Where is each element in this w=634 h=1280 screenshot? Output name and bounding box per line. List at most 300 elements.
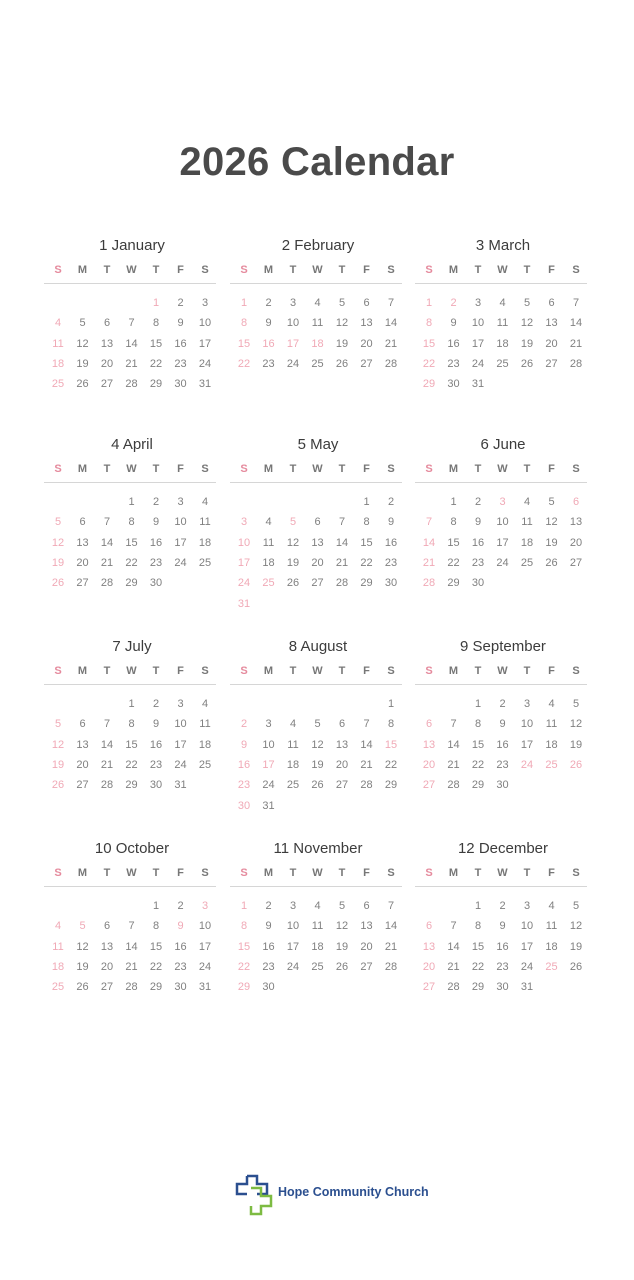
calendar-day: 20 [311, 556, 324, 569]
calendar-day: 11 [311, 317, 324, 330]
weekday-label: F [177, 463, 184, 475]
calendar-day: 3 [240, 516, 248, 529]
calendar-day: 1 [128, 496, 135, 508]
calendar-day: 31 [174, 779, 187, 792]
calendar-day: 4 [314, 297, 321, 309]
calendar-day: 30 [471, 577, 485, 590]
weekday-label: F [363, 665, 370, 677]
weekday-label: F [548, 867, 555, 879]
calendar-day: 30 [149, 779, 163, 792]
weekday-label: T [338, 264, 346, 276]
weekday-label: S [54, 264, 62, 276]
calendar-day: 16 [174, 337, 187, 350]
weekday-label: S [201, 463, 209, 475]
calendar-day: 1 [450, 496, 457, 508]
calendar-day: 14 [447, 738, 460, 751]
calendar-day: 15 [384, 738, 398, 751]
weekday-label: W [312, 665, 323, 677]
calendar-day: 18 [286, 758, 300, 771]
calendar-day: 15 [422, 337, 436, 350]
calendar-day: 3 [201, 900, 209, 912]
calendar-day: 4 [201, 496, 209, 508]
calendar-day: 30 [496, 779, 509, 792]
calendar-day: 22 [149, 357, 163, 370]
calendar-day: 6 [363, 900, 370, 912]
calendar-day: 26 [569, 758, 583, 771]
calendar-day: 24 [520, 960, 534, 973]
weekday-label: T [103, 264, 111, 276]
weekday-label: S [425, 463, 433, 475]
calendar-day: 21 [360, 758, 373, 771]
calendar-day: 23 [496, 758, 509, 771]
calendar-day: 19 [76, 960, 89, 973]
calendar-day: 12 [520, 317, 534, 330]
calendar-day: 19 [520, 337, 534, 350]
calendar-day: 22 [384, 758, 398, 771]
calendar-day: 28 [100, 779, 114, 792]
calendar-day: 7 [572, 297, 580, 309]
calendar-day: 17 [198, 337, 212, 350]
calendar-day: 9 [387, 516, 395, 529]
calendar-day: 9 [499, 718, 506, 731]
calendar-day: 11 [311, 920, 324, 933]
calendar-day: 22 [237, 357, 251, 370]
calendar-day: 3 [499, 496, 506, 508]
calendar-day: 8 [240, 920, 248, 933]
calendar-day: 12 [51, 738, 65, 751]
weekday-label: T [289, 665, 297, 677]
calendar-day: 16 [496, 738, 509, 751]
weekday-label: T [152, 264, 160, 276]
calendar-day: 16 [149, 738, 163, 751]
calendar-day: 3 [177, 496, 184, 508]
calendar-day: 25 [311, 960, 324, 973]
calendar-day: 12 [335, 920, 349, 933]
calendar-day: 5 [54, 718, 62, 731]
month-title: 7 July [112, 638, 152, 655]
calendar-day: 7 [103, 718, 111, 731]
weekday-label: M [77, 264, 88, 276]
month-title: 1 January [99, 237, 165, 254]
weekday-header [415, 261, 587, 284]
calendar-day: 15 [471, 940, 485, 953]
calendar-day: 7 [128, 317, 135, 330]
calendar-day: 20 [360, 337, 373, 350]
month-title: 6 June [480, 436, 526, 453]
calendar-day: 22 [447, 556, 460, 569]
calendar-day: 8 [152, 920, 160, 933]
calendar-day: 26 [286, 577, 300, 590]
calendar-day: 26 [569, 960, 583, 973]
calendar-day: 11 [199, 516, 211, 529]
calendar-day: 14 [360, 738, 373, 751]
calendar-day: 2 [152, 698, 160, 710]
calendar-day: 3 [474, 297, 482, 309]
calendar-day: 29 [237, 981, 251, 994]
calendar-day: 28 [125, 378, 138, 391]
weekday-label: T [523, 665, 531, 677]
weekday-label: S [240, 463, 248, 475]
calendar-day: 3 [177, 698, 184, 710]
calendar-day: 29 [384, 779, 398, 792]
calendar-day: 8 [450, 516, 457, 529]
calendar-day: 25 [51, 378, 65, 391]
calendar-day: 23 [149, 556, 163, 569]
calendar-day: 2 [499, 698, 506, 710]
weekday-label: M [448, 264, 459, 276]
calendar-day: 26 [520, 357, 534, 370]
calendar-day: 28 [422, 577, 436, 590]
calendar-day: 9 [265, 920, 272, 933]
calendar-day: 27 [100, 981, 114, 994]
calendar-day: 25 [262, 577, 275, 590]
calendar-day: 24 [174, 556, 187, 569]
calendar-day: 10 [237, 536, 251, 549]
month-12 [415, 839, 591, 1029]
weekday-label: S [240, 665, 248, 677]
calendar-day: 28 [384, 357, 398, 370]
calendar-day: 14 [335, 536, 349, 549]
calendar-day: 7 [363, 718, 370, 731]
weekday-label: M [263, 867, 274, 879]
calendar-day: 29 [125, 577, 138, 590]
calendar-day: 20 [422, 960, 436, 973]
calendar-day: 16 [174, 940, 187, 953]
calendar-day: 11 [545, 920, 558, 933]
weekday-label: M [263, 665, 274, 677]
calendar-day: 24 [237, 577, 251, 590]
calendar-day: 12 [569, 718, 583, 731]
calendar-day: 25 [545, 758, 558, 771]
calendar-day: 6 [79, 516, 86, 529]
calendar-day: 5 [338, 297, 346, 309]
calendar-day: 23 [174, 357, 187, 370]
weekday-label: F [363, 867, 370, 879]
calendar-day: 14 [422, 536, 436, 549]
calendar-day: 18 [496, 337, 509, 350]
weekday-label: S [54, 867, 62, 879]
calendar-day: 16 [262, 940, 275, 953]
calendar-day: 28 [335, 577, 349, 590]
organization-name: Hope Community Church [278, 1185, 429, 1199]
calendar-day: 15 [149, 940, 163, 953]
calendar-day: 9 [240, 738, 248, 751]
weekday-label: S [387, 463, 395, 475]
calendar-day: 15 [237, 940, 251, 953]
month-title: 9 September [460, 638, 546, 655]
calendar-day: 14 [100, 738, 114, 751]
weekday-label: M [77, 665, 88, 677]
calendar-day: 13 [360, 920, 373, 933]
weekday-label: M [448, 463, 459, 475]
calendar-day: 3 [201, 297, 209, 309]
calendar-day: 6 [425, 920, 433, 933]
month-2 [230, 236, 406, 426]
weekday-label: W [126, 867, 137, 879]
calendar-day: 12 [569, 920, 583, 933]
calendar-day: 5 [572, 900, 580, 912]
weekday-label: S [240, 264, 248, 276]
weekday-label: W [126, 463, 137, 475]
calendar-day: 21 [125, 960, 138, 973]
calendar-day: 8 [363, 516, 370, 529]
weekday-label: T [152, 665, 160, 677]
calendar-day: 29 [149, 981, 163, 994]
calendar-day: 9 [177, 920, 184, 933]
calendar-day: 3 [523, 698, 531, 710]
calendar-day: 21 [384, 940, 398, 953]
calendar-day: 9 [177, 317, 184, 330]
month-title: 11 November [273, 840, 363, 857]
calendar-day: 15 [447, 536, 460, 549]
calendar-day: 5 [548, 496, 555, 508]
calendar-day: 6 [103, 317, 111, 330]
month-6 [415, 435, 591, 625]
calendar-day: 21 [100, 556, 114, 569]
calendar-day: 19 [311, 758, 324, 771]
weekday-label: T [474, 463, 482, 475]
calendar-day: 18 [51, 960, 65, 973]
calendar-day: 4 [265, 516, 272, 529]
calendar-day: 16 [237, 758, 251, 771]
weekday-label: S [425, 867, 433, 879]
calendar-day: 13 [100, 337, 114, 350]
calendar-day: 19 [335, 337, 349, 350]
calendar-day: 26 [76, 378, 89, 391]
calendar-day: 10 [174, 718, 187, 731]
calendar-day: 11 [496, 317, 509, 330]
calendar-day: 19 [76, 357, 89, 370]
calendar-day: 12 [545, 516, 558, 529]
calendar-day: 25 [198, 556, 212, 569]
weekday-header [44, 662, 216, 685]
calendar-day: 8 [240, 317, 248, 330]
month-10 [44, 839, 220, 1029]
calendar-day: 22 [422, 357, 436, 370]
weekday-header [230, 460, 402, 483]
weekday-header [44, 261, 216, 284]
calendar-day: 14 [569, 317, 583, 330]
weekday-label: S [240, 867, 248, 879]
calendar-day: 18 [311, 940, 324, 953]
calendar-day: 28 [125, 981, 138, 994]
weekday-label: S [54, 463, 62, 475]
calendar-day: 4 [548, 698, 555, 710]
calendar-day: 24 [286, 357, 300, 370]
calendar-day: 27 [422, 779, 436, 792]
calendar-day: 13 [422, 940, 436, 953]
calendar-day: 24 [198, 960, 212, 973]
calendar-day: 29 [149, 378, 163, 391]
calendar-day: 6 [103, 920, 111, 933]
weekday-label: W [126, 264, 137, 276]
month-9 [415, 637, 591, 827]
calendar-day: 23 [262, 960, 275, 973]
calendar-day: 7 [450, 718, 457, 731]
weekday-label: T [474, 867, 482, 879]
calendar-day: 19 [569, 738, 583, 751]
calendar-day: 9 [152, 516, 160, 529]
calendar-day: 9 [499, 920, 506, 933]
calendar-day: 19 [335, 940, 349, 953]
calendar-day: 16 [496, 940, 509, 953]
calendar-day: 25 [545, 960, 558, 973]
calendar-day: 22 [471, 960, 485, 973]
calendar-day: 21 [569, 337, 583, 350]
weekday-label: F [548, 264, 555, 276]
weekday-label: T [523, 867, 531, 879]
calendar-day: 25 [51, 981, 65, 994]
calendar-day: 8 [474, 920, 482, 933]
calendar-day: 2 [499, 900, 506, 912]
calendar-day: 21 [422, 556, 436, 569]
calendar-day: 22 [471, 758, 485, 771]
weekday-label: S [572, 867, 580, 879]
calendar-day: 25 [520, 556, 534, 569]
month-title: 5 May [297, 436, 339, 453]
calendar-day: 5 [338, 900, 346, 912]
calendar-day: 16 [447, 337, 460, 350]
calendar-day: 20 [335, 758, 349, 771]
month-4 [44, 435, 220, 625]
calendar-day: 20 [76, 758, 89, 771]
calendar-day: 26 [51, 779, 65, 792]
calendar-day: 10 [520, 920, 534, 933]
calendar-day: 12 [76, 337, 89, 350]
calendar-day: 4 [314, 900, 321, 912]
weekday-label: F [363, 463, 370, 475]
weekday-header [44, 864, 216, 887]
calendar-day: 2 [152, 496, 160, 508]
calendar-day: 16 [471, 536, 485, 549]
calendar-day: 7 [387, 297, 395, 309]
calendar-day: 28 [384, 960, 398, 973]
weekday-label: S [387, 665, 395, 677]
calendar-day: 10 [520, 718, 534, 731]
month-8 [230, 637, 406, 827]
calendar-day: 29 [447, 577, 460, 590]
weekday-label: S [572, 665, 580, 677]
calendar-day: 9 [265, 317, 272, 330]
weekday-label: T [103, 867, 111, 879]
calendar-day: 26 [51, 577, 65, 590]
weekday-header [230, 261, 402, 284]
calendar-day: 10 [198, 317, 212, 330]
calendar-day: 2 [240, 718, 248, 731]
calendar-day: 11 [545, 718, 558, 731]
calendar-day: 29 [422, 378, 436, 391]
calendar-day: 17 [286, 940, 300, 953]
weekday-label: M [448, 665, 459, 677]
calendar-day: 4 [523, 496, 531, 508]
calendar-day: 27 [76, 779, 89, 792]
calendar-day: 23 [447, 357, 460, 370]
calendar-day: 27 [311, 577, 324, 590]
calendar-day: 5 [79, 920, 86, 933]
weekday-label: T [152, 867, 160, 879]
calendar-day: 11 [52, 337, 64, 350]
weekday-label: W [497, 665, 508, 677]
calendar-day: 28 [569, 357, 583, 370]
calendar-day: 9 [450, 317, 457, 330]
calendar-day: 1 [240, 900, 248, 912]
calendar-day: 10 [286, 920, 300, 933]
weekday-label: T [289, 264, 297, 276]
calendar-day: 13 [360, 317, 373, 330]
calendar-day: 27 [569, 556, 583, 569]
calendar-day: 1 [152, 900, 160, 912]
weekday-header [415, 864, 587, 887]
month-11 [230, 839, 406, 1029]
calendar-day: 17 [520, 940, 534, 953]
weekday-label: T [338, 665, 346, 677]
calendar-day: 23 [237, 779, 251, 792]
weekday-label: M [77, 867, 88, 879]
calendar-day: 30 [174, 378, 187, 391]
weekday-label: W [312, 463, 323, 475]
calendar-day: 7 [425, 516, 433, 529]
month-title: 3 March [475, 237, 531, 254]
calendar-day: 31 [471, 378, 485, 391]
calendar-day: 14 [125, 337, 138, 350]
calendar-day: 26 [311, 779, 324, 792]
calendar-day: 16 [384, 536, 398, 549]
calendar-day: 24 [471, 357, 485, 370]
calendar-day: 11 [199, 718, 211, 731]
calendar-day: 8 [474, 718, 482, 731]
calendar-day: 29 [360, 577, 373, 590]
calendar-day: 20 [545, 337, 558, 350]
weekday-label: F [363, 264, 370, 276]
calendar-day: 13 [335, 738, 349, 751]
calendar-day: 25 [286, 779, 300, 792]
calendar-day: 26 [335, 960, 349, 973]
weekday-header [44, 460, 216, 483]
calendar-day: 30 [384, 577, 398, 590]
weekday-header [415, 460, 587, 483]
calendar-day: 7 [338, 516, 346, 529]
calendar-day: 8 [387, 718, 395, 731]
calendar-day: 20 [569, 536, 583, 549]
calendar-day: 4 [54, 317, 62, 330]
calendar-day: 2 [474, 496, 482, 508]
calendar-day: 17 [237, 556, 251, 569]
calendar-day: 29 [125, 779, 138, 792]
calendar-day: 5 [314, 718, 321, 731]
calendar-day: 31 [262, 799, 275, 812]
calendar-day: 8 [128, 718, 135, 731]
calendar-day: 15 [237, 337, 251, 350]
calendar-day: 10 [174, 516, 187, 529]
calendar-day: 9 [152, 718, 160, 731]
calendar-day: 2 [177, 297, 184, 309]
calendar-day: 4 [548, 900, 555, 912]
calendar-day: 19 [51, 556, 65, 569]
calendar-day: 24 [520, 758, 534, 771]
weekday-label: M [77, 463, 88, 475]
calendar-day: 24 [198, 357, 212, 370]
calendar-day: 22 [149, 960, 163, 973]
calendar-day: 30 [174, 981, 187, 994]
calendar-day: 31 [237, 597, 251, 610]
calendar-day: 21 [447, 960, 460, 973]
calendar-day: 24 [174, 758, 187, 771]
weekday-label: T [289, 463, 297, 475]
calendar-day: 1 [152, 297, 160, 309]
calendar-day: 27 [360, 357, 373, 370]
calendar-day: 7 [387, 900, 395, 912]
weekday-label: S [572, 463, 580, 475]
